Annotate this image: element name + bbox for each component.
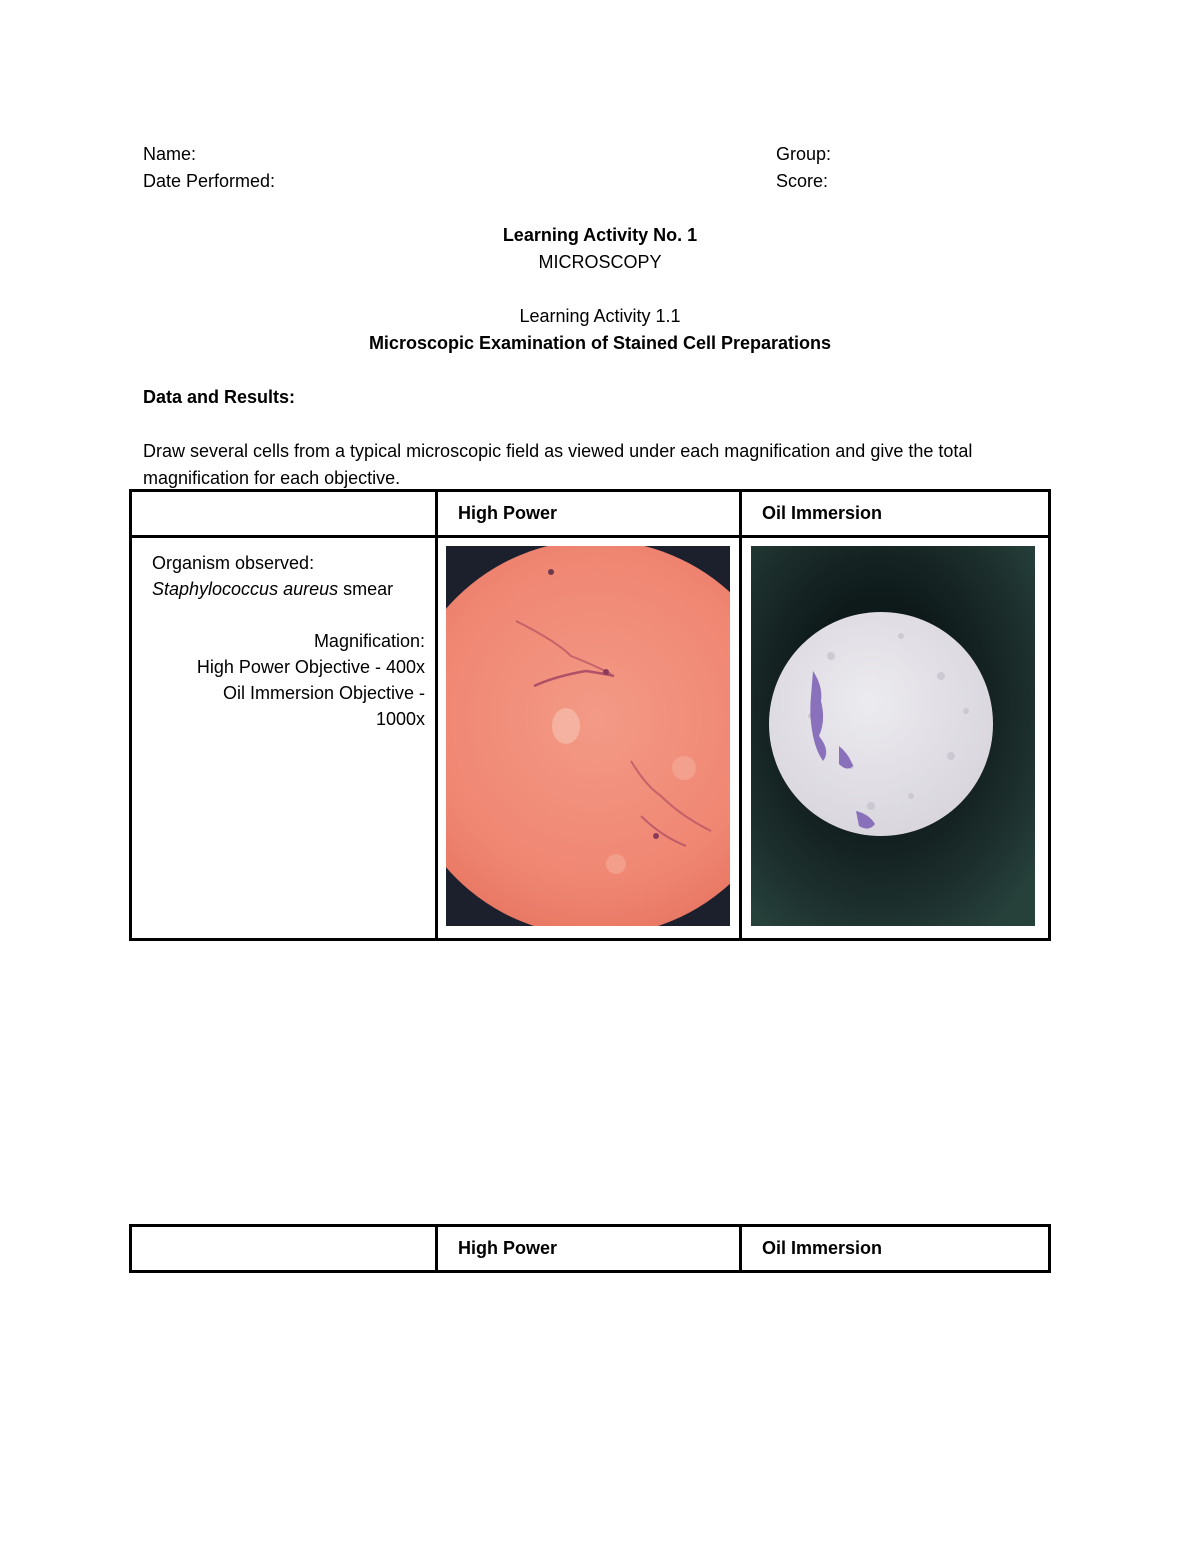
sub-activity-title: Learning Activity 1.1	[519, 306, 681, 326]
oil-immersion-header-2: Oil Immersion	[741, 1226, 1050, 1272]
organism-suffix: smear	[338, 579, 394, 599]
oil-immersion-header: Oil Immersion	[741, 491, 1050, 537]
activity-title: Learning Activity No. 1	[502, 225, 698, 245]
instruction-text: Draw several cells from a typical microscopic field as viewed under each magnification and give the total magnification for each objective.	[143, 441, 973, 488]
empty-header-cell	[131, 491, 437, 537]
high-power-micrograph	[446, 546, 730, 926]
high-power-image-cell	[437, 537, 741, 940]
high-power-magnification: High Power Objective - 400x	[196, 657, 425, 677]
table-header-row	[131, 1226, 1050, 1272]
oil-immersion-image-cell	[741, 537, 1050, 940]
results-table	[129, 489, 1051, 941]
table-header-row	[131, 491, 1050, 537]
organism-label: Organism observed:	[152, 553, 315, 573]
high-power-header: High Power	[437, 491, 741, 537]
sub-activity-heading: Microscopic Examination of Stained Cell Preparations	[368, 333, 832, 353]
name-label: Name:	[143, 144, 197, 164]
organism-line	[152, 576, 393, 602]
organism-info-cell	[131, 537, 437, 940]
organism-block	[152, 550, 393, 602]
magnification-block	[197, 628, 425, 732]
table-row	[131, 537, 1050, 940]
date-performed-label: Date Performed:	[143, 171, 276, 191]
magnification-label: Magnification:	[313, 631, 425, 651]
data-results-heading: Data and Results:	[143, 387, 296, 407]
group-label: Group:	[776, 144, 832, 164]
oil-immersion-magnification-value: 1000x	[375, 709, 425, 729]
oil-immersion-magnification: Oil Immersion Objective -	[222, 683, 425, 703]
results-table-2	[129, 1224, 1051, 1273]
oil-immersion-micrograph	[750, 546, 1036, 926]
score-label: Score:	[776, 171, 829, 191]
high-power-header-2: High Power	[437, 1226, 741, 1272]
subject-title: MICROSCOPY	[538, 252, 662, 272]
organism-name: Staphylococcus aureus	[152, 579, 339, 599]
empty-header-cell	[131, 1226, 437, 1272]
